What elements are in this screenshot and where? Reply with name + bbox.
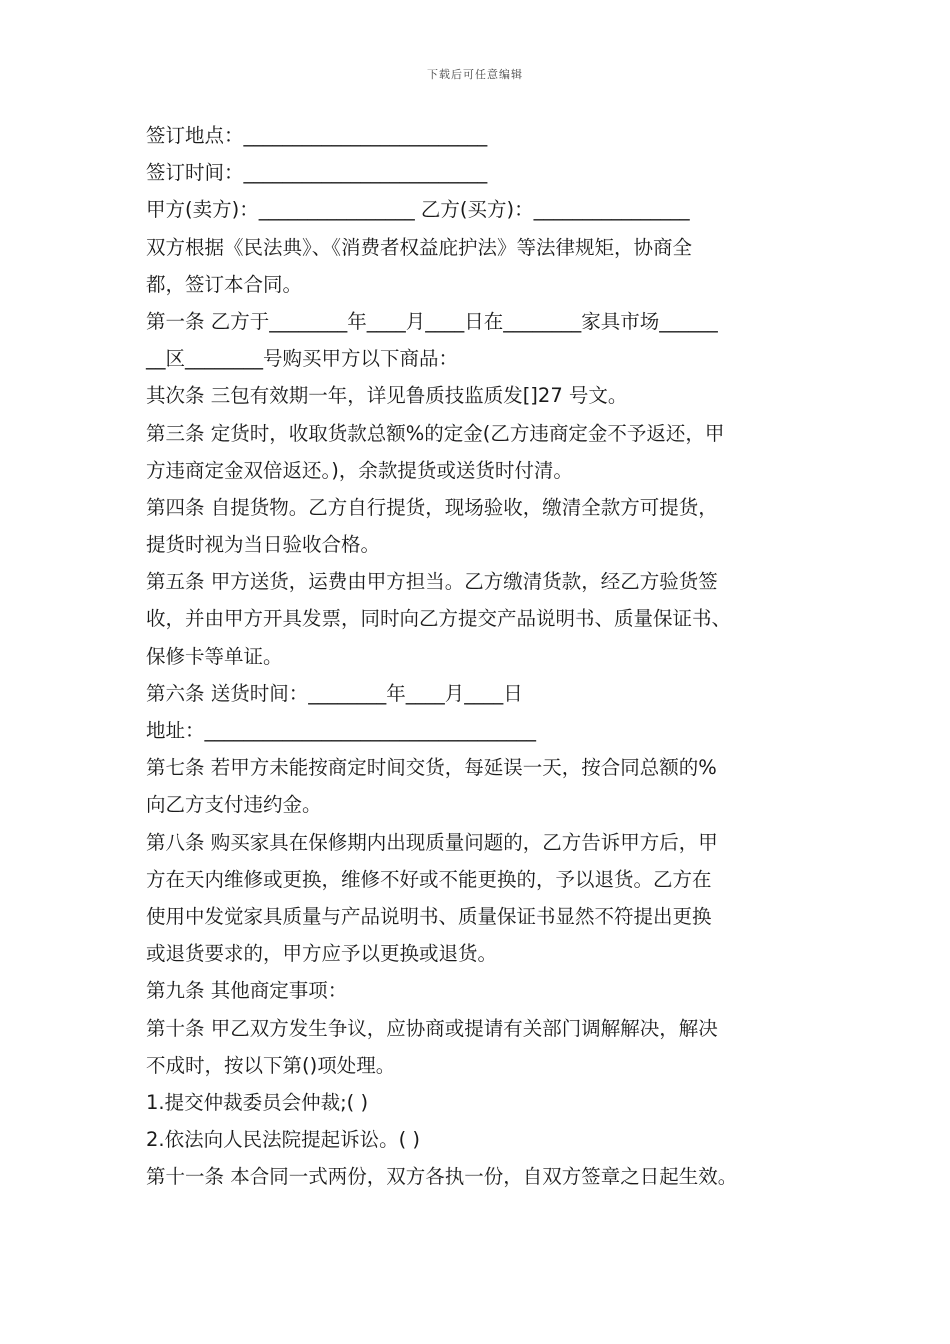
- article-5-line: 保修卡等单证。: [146, 644, 283, 668]
- article-2-line: 其次条 三包有效期一年，详见鲁质技监质发[]27 号文。: [146, 384, 628, 408]
- signing-place-line: 签订地点：_________________________: [146, 124, 488, 147]
- article-8-line: 方在天内维修或更换，维修不好或不能更换的，予以退货。乙方在: [146, 867, 712, 891]
- article-8-line: 第八条 购买家具在保修期内出现质量问题的，乙方告诉甲方后，甲: [146, 830, 718, 854]
- article-3-line: 第三条 定货时，收取货款总额%的定金(乙方违商定金不予返还，甲: [146, 421, 725, 445]
- option-1-line: 1.提交仲裁委员会仲裁;( ): [146, 1090, 369, 1114]
- article-4-line: 提货时视为当日验收合格。: [146, 533, 381, 557]
- article-10-line: 不成时，按以下第()项处理。: [146, 1053, 396, 1077]
- article-1-line: 第一条 乙方于________年____月____日在________家具市场______: [146, 309, 718, 333]
- article-6-line: 第六条 送货时间：________年____月____日: [146, 681, 523, 705]
- article-8-line: 或退货要求的，甲方应予以更换或退货。: [146, 942, 498, 966]
- article-9-line: 第九条 其他商定事项：: [146, 979, 348, 1003]
- contract-body: [146, 117, 822, 1195]
- page-header: 下载后可任意编辑: [427, 68, 523, 81]
- article-5-line: 第五条 甲方送货，运费由甲方担当。乙方缴清货款，经乙方验货签: [146, 570, 718, 594]
- article-7-line: 向乙方支付违约金。: [146, 793, 322, 817]
- article-11-line: 第十一条 本合同一式两份，双方各执一份，自双方签章之日起生效。: [146, 1165, 738, 1189]
- article-1-line: __区________号购买甲方以下商品：: [146, 347, 459, 371]
- article-4-line: 第四条 自提货物。乙方自行提货，现场验收，缴清全款方可提货，: [146, 495, 718, 519]
- preamble-line: 双方根据《民法典》、《消费者权益庇护法》等法律规矩，协商全: [146, 235, 693, 259]
- address-line: 地址：__________________________________: [146, 719, 537, 742]
- article-10-line: 第十条 甲乙双方发生争议，应协商或提请有关部门调解解决，解决: [146, 1016, 718, 1040]
- article-5-line: 收，并由甲方开具发票，同时向乙方提交产品说明书、质量保证书、: [146, 607, 732, 631]
- signing-time-line: 签订时间：_________________________: [146, 161, 488, 185]
- parties-line: 甲方(卖方)：________________ 乙方(买方)：________________: [146, 198, 690, 222]
- article-8-line: 使用中发觉家具质量与产品说明书、质量保证书显然不符提出更换: [146, 904, 712, 928]
- preamble-line: 都，签订本合同。: [146, 272, 303, 296]
- article-7-line: 第七条 若甲方未能按商定时间交货，每延误一天，按合同总额的%: [146, 756, 717, 780]
- article-3-line: 方违商定金双倍返还。)，余款提货或送货时付清。: [146, 458, 573, 482]
- option-2-line: 2.依法向人民法院提起诉讼。( ): [146, 1128, 421, 1152]
